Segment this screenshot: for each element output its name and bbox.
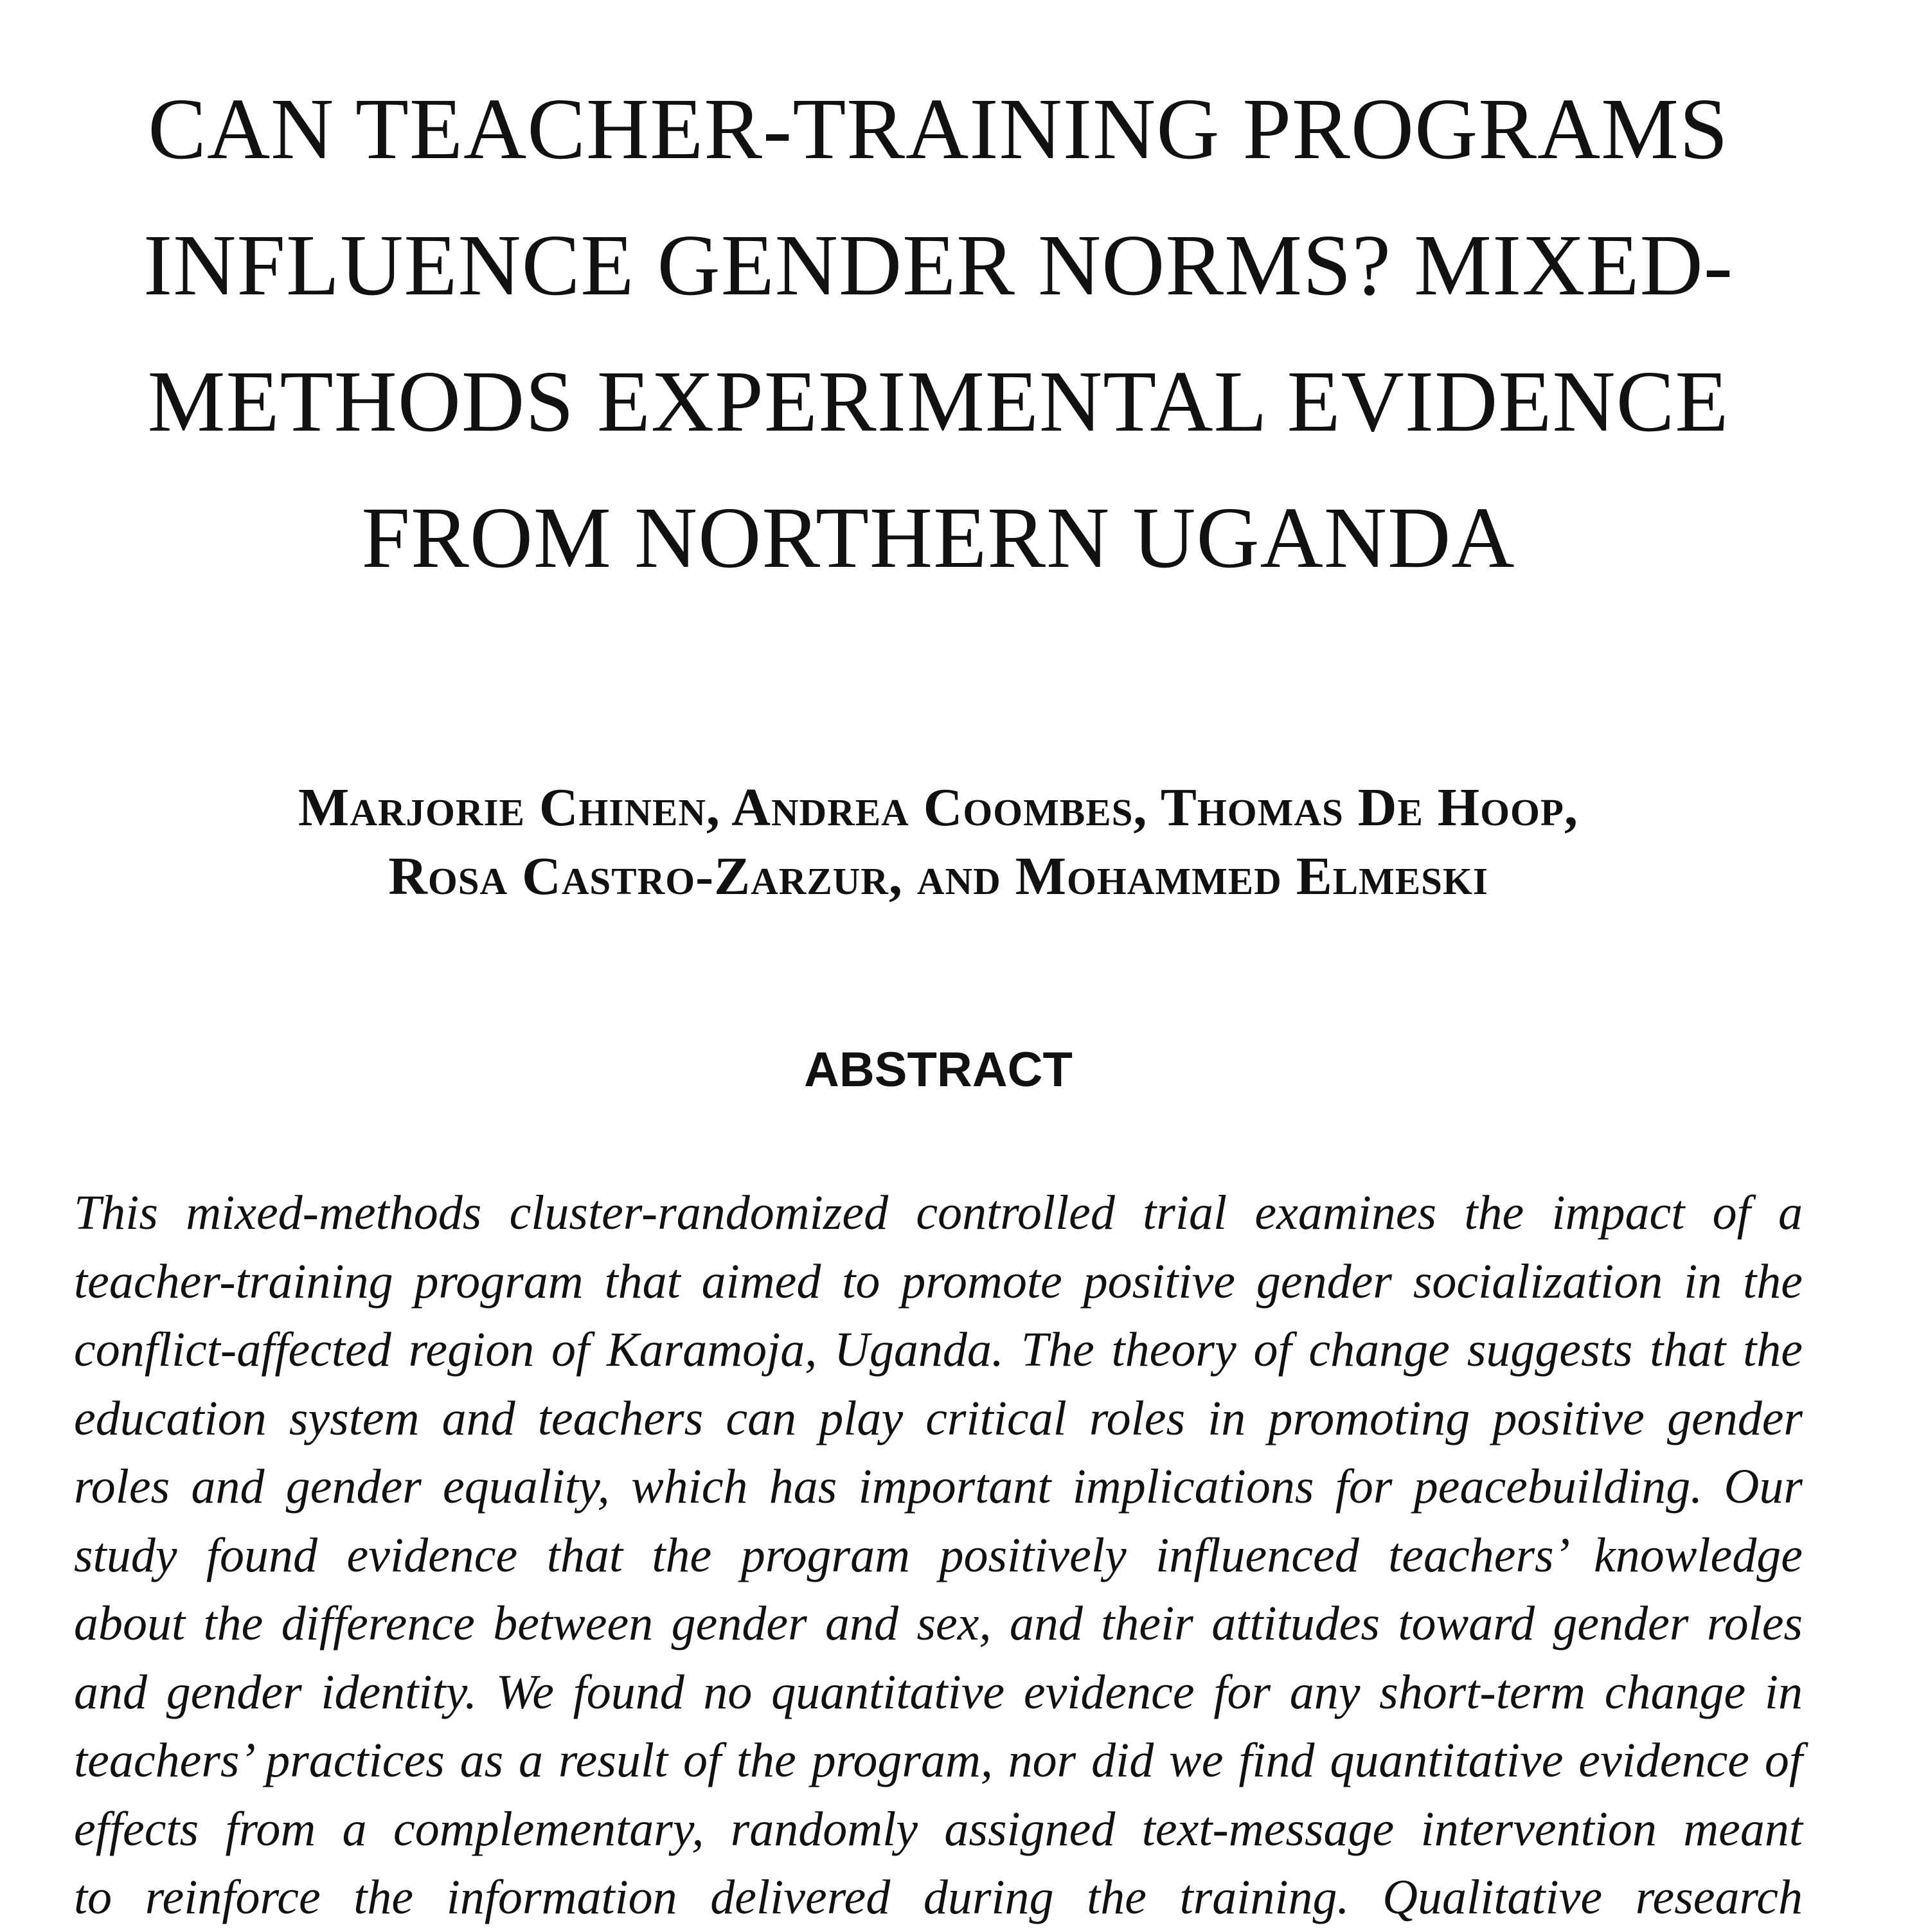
- abstract-line: conflict-affected region of Karamoja, Uganda. The theory of change suggests that the: [74, 1323, 1803, 1377]
- abstract-line: teachers’ practices as a result of the program, nor did we find quantitative evidence of: [74, 1733, 1803, 1787]
- author-line: Marjorie Chinen, Andrea Coombes, Thomas De Hoop,: [298, 778, 1578, 837]
- abstract-line: roles and gender equality, which has important implications for peacebuilding. Our: [74, 1460, 1803, 1514]
- abstract-line: education system and teachers can play critical roles in promoting positive gender: [74, 1391, 1803, 1445]
- abstract-line: This mixed-methods cluster-randomized controlled trial examines the impact of a: [74, 1186, 1803, 1240]
- abstract-text: [74, 1179, 1803, 1932]
- title-line: INFLUENCE GENDER NORMS? MIXED-: [143, 217, 1734, 314]
- title-line: METHODS EXPERIMENTAL EVIDENCE: [147, 353, 1729, 450]
- title-line: FROM NORTHERN UGANDA: [361, 490, 1515, 586]
- abstract-line: about the difference between gender and sex, and their attitudes toward gender roles: [74, 1597, 1803, 1650]
- abstract-line: and gender identity. We found no quantitative evidence for any short-term change in: [74, 1665, 1803, 1719]
- abstract-line: study found evidence that the program positively influenced teachers’ knowledge: [74, 1528, 1803, 1582]
- abstract-line: effects from a complementary, randomly assigned text-message intervention meant: [74, 1802, 1803, 1856]
- title-line: CAN TEACHER-TRAINING PROGRAMS: [148, 81, 1729, 177]
- abstract-heading: ABSTRACT: [804, 1042, 1073, 1097]
- paper-title: [96, 61, 1780, 606]
- abstract-line: to reinforce the information delivered during the training. Qualitative research: [74, 1870, 1803, 1924]
- author-list: [96, 773, 1780, 911]
- author-line: Rosa Castro-Zarzur, and Mohammed Elmeski: [388, 846, 1488, 906]
- abstract-line: teacher-training program that aimed to promote positive gender socialization in the: [74, 1254, 1803, 1309]
